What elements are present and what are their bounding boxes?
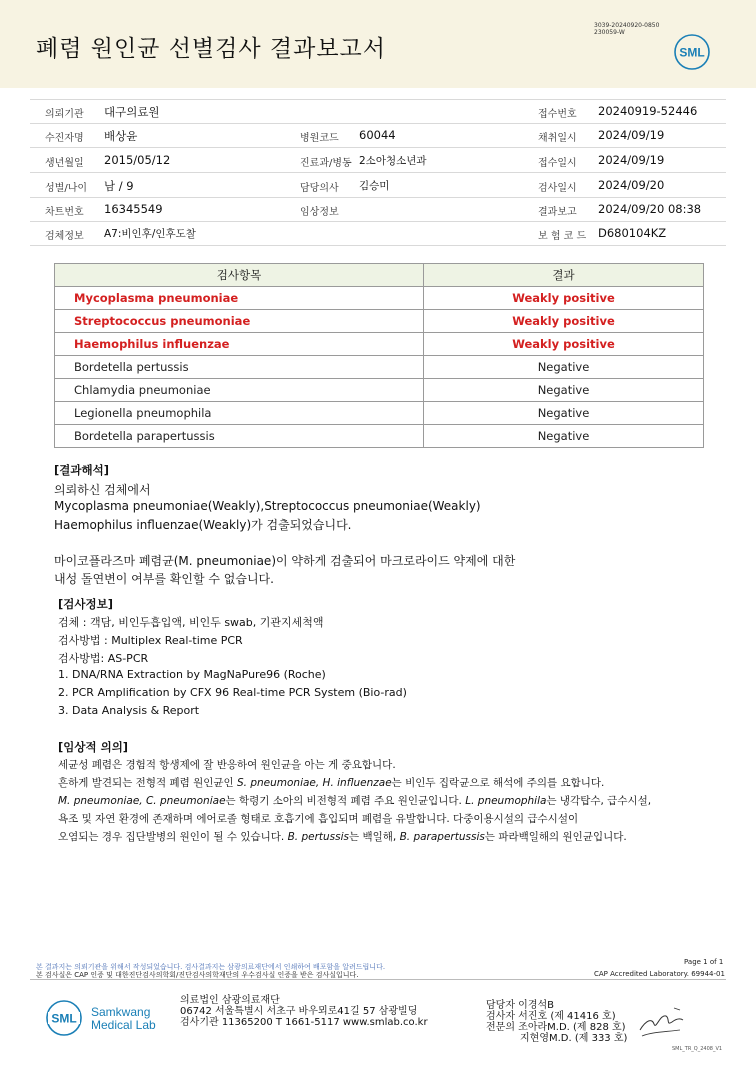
- clinical-line: M. pneumoniae, C. pneumoniae는 학령기 소아의 비전형적 폐렴 주요 원인균입니다. L. pneumophila는 냉각탑수, 급수시설,: [58, 795, 652, 807]
- test-item: Streptococcus pneumoniae: [55, 310, 424, 333]
- hospital-code-value: 60044: [359, 128, 396, 142]
- interpretation-line: 의뢰하신 검체에서: [54, 483, 151, 497]
- table-row: [55, 310, 704, 333]
- footer-divider: [30, 979, 726, 980]
- table-row: [55, 402, 704, 425]
- receipt-date-label: 접수일시: [538, 158, 577, 169]
- test-result: Negative: [424, 356, 704, 379]
- signature-image: [636, 1002, 686, 1042]
- receipt-date-value: 2024/09/19: [598, 153, 665, 167]
- info-divider: [30, 197, 726, 198]
- page-number: Page 1 of 1: [684, 958, 724, 966]
- test-info-line: 1. DNA/RNA Extraction by MagNaPure96 (Roche): [58, 668, 326, 681]
- test-item: Legionella pneumophila: [55, 402, 424, 425]
- report-date-label: 결과보고: [538, 207, 577, 218]
- table-row: [55, 425, 704, 448]
- report-date-value: 2024/09/20 08:38: [598, 202, 702, 216]
- results-header-row: [55, 264, 704, 287]
- report-title: 폐렴 원인균 선별검사 결과보고서: [36, 36, 386, 62]
- test-date-value: 2024/09/20: [598, 178, 665, 192]
- insurance-code-value: D680104KZ: [598, 226, 667, 240]
- clinical-line: 흔하게 발견되는 전형적 폐렴 원인균인 S. pneumoniae, H. influenzae는 비인두 집락균으로 해석에 주의를 요합니다.: [58, 777, 605, 789]
- test-info-line: 검사방법: AS-PCR: [58, 652, 149, 665]
- staff-line: 전문의 조아라M.D. (제 828 호): [486, 1022, 626, 1033]
- specimen-label: 검체정보: [45, 231, 84, 242]
- interpretation-line: Haemophilus influenzae(Weakly)가 검출되었습니다.: [54, 518, 352, 532]
- col-test-item: 검사항목: [55, 264, 424, 287]
- test-item: Bordetella pertussis: [55, 356, 424, 379]
- sex-age-label: 성별/나이: [45, 183, 88, 194]
- hospital-code-label: 병원코드: [300, 133, 339, 144]
- info-divider: [30, 172, 726, 173]
- results-table: [54, 263, 704, 448]
- test-result: Weakly positive: [424, 310, 704, 333]
- institution-label: 의뢰기관: [45, 109, 84, 120]
- specimen-value: A7:비인후/인후도찰: [104, 228, 196, 240]
- test-info-line: 검사방법 : Multiplex Real-time PCR: [58, 634, 243, 647]
- interpretation-line: 내성 돌연변이 여부를 확인할 수 없습니다.: [54, 572, 274, 586]
- test-result: Negative: [424, 379, 704, 402]
- examinee-value: 배상윤: [104, 129, 138, 143]
- receipt-no-label: 접수번호: [538, 109, 577, 120]
- chart-no-value: 16345549: [104, 202, 163, 216]
- document-code: [594, 22, 659, 36]
- clinical-line: 세균성 폐렴은 경험적 항생제에 잘 반응하여 원인균을 아는 게 중요합니다.: [58, 759, 396, 771]
- institution-value: 대구의료원: [104, 105, 160, 119]
- form-code: SML_TR_Q_2408_V1: [672, 1046, 723, 1052]
- test-date-label: 검사일시: [538, 183, 577, 194]
- staff-line: 담당자 이경석B: [486, 1000, 554, 1011]
- collection-date-value: 2024/09/19: [598, 128, 665, 142]
- staff-line: 지현영M.D. (제 333 호): [520, 1033, 628, 1044]
- info-divider: [30, 123, 726, 124]
- test-item: Haemophilus influenzae: [55, 333, 424, 356]
- brand-name: [91, 1006, 156, 1032]
- org-address: 06742 서울특별시 서초구 바우뫼로41길 57 삼광빌딩: [180, 1006, 418, 1017]
- clinical-line: 욕조 및 자연 환경에 존재하며 에어로졸 형태로 호흡기에 흡입되며 폐렴을 유발합니다. 다중이용시설의 급수시설이: [58, 813, 579, 825]
- birth-value: 2015/05/12: [104, 153, 171, 167]
- document-code-line2: 230059-W: [594, 29, 625, 36]
- chart-no-label: 차트번호: [45, 207, 84, 218]
- info-divider: [30, 221, 726, 222]
- clinical-line: 오염되는 경우 집단발병의 원인이 될 수 있습니다. B. pertussis는 백일해, B. parapertussis는 파라백일해의 원인균입니다.: [58, 831, 627, 843]
- test-result: Weakly positive: [424, 287, 704, 310]
- sex-age-value: 남 / 9: [104, 179, 134, 193]
- test-item: Bordetella parapertussis: [55, 425, 424, 448]
- footer-notice: 본 검사실은 CAP 인증 및 대한진단검사의학회/진단검사의학재단의 우수검사실 인증을 받은 검사실입니다.: [36, 971, 359, 979]
- dept-value: 2소아청소년과: [359, 155, 427, 167]
- staff-line: 검사자 서진호 (제 41416 호): [486, 1011, 616, 1022]
- test-result: Weakly positive: [424, 333, 704, 356]
- examinee-label: 수진자명: [45, 133, 84, 144]
- table-row: [55, 356, 704, 379]
- insurance-code-label: 보 험 코 드: [538, 231, 587, 242]
- info-divider: [30, 147, 726, 148]
- sml-footer-logo-text: SML: [51, 1011, 77, 1026]
- clinical-info-label: 임상정보: [300, 207, 339, 218]
- test-result: Negative: [424, 425, 704, 448]
- table-row: [55, 379, 704, 402]
- org-contact: 검사기관 11365200 T 1661-5117 www.smlab.co.kr: [180, 1017, 428, 1028]
- doctor-value: 김승미: [359, 180, 390, 192]
- dept-label: 진료과/병동: [300, 158, 352, 169]
- sml-logo-text: SML: [679, 45, 705, 60]
- info-divider: [30, 99, 726, 100]
- brand-name-top: Samkwang: [91, 1005, 151, 1019]
- receipt-no-value: 20240919-52446: [598, 104, 698, 118]
- table-row: [55, 333, 704, 356]
- interpretation-heading: [결과해석]: [54, 463, 109, 477]
- cap-accreditation: CAP Accredited Laboratory. 69944-01: [594, 970, 725, 978]
- clinical-heading: [임상적 의의]: [58, 740, 129, 754]
- brand-name-bottom: Medical Lab: [91, 1018, 156, 1032]
- test-item: Chlamydia pneumoniae: [55, 379, 424, 402]
- footer-notice: 본 결과지는 의뢰기관을 위해서 작성되었습니다. 검사결과지는 삼광의료재단에서 인쇄하여 배포함을 알려드립니다.: [36, 963, 386, 971]
- info-divider: [30, 245, 726, 246]
- test-info-heading: [검사정보]: [58, 597, 113, 611]
- test-item: Mycoplasma pneumoniae: [55, 287, 424, 310]
- document-code-line1: 3039-20240920-0850: [594, 22, 660, 29]
- sml-logo: [672, 32, 712, 72]
- test-info-line: 검체 : 객담, 비인두흡입액, 비인두 swab, 기관지세척액: [58, 616, 324, 629]
- birth-label: 생년월일: [45, 158, 84, 169]
- collection-date-label: 채취일시: [538, 133, 577, 144]
- table-row: [55, 287, 704, 310]
- org-name: 의료법인 삼광의료재단: [180, 995, 280, 1006]
- doctor-label: 담당의사: [300, 183, 339, 194]
- interpretation-line: 마이코플라즈마 폐렴균(M. pneumoniae)이 약하게 검출되어 마크로라이드 약제에 대한: [54, 554, 516, 568]
- test-info-line: 2. PCR Amplification by CFX 96 Real-time PCR System (Bio-rad): [58, 686, 407, 699]
- test-result: Negative: [424, 402, 704, 425]
- col-result: 결과: [424, 264, 704, 287]
- test-info-line: 3. Data Analysis & Report: [58, 704, 200, 717]
- sml-footer-logo: [44, 998, 84, 1038]
- interpretation-line: Mycoplasma pneumoniae(Weakly),Streptococcus pneumoniae(Weakly): [54, 499, 481, 513]
